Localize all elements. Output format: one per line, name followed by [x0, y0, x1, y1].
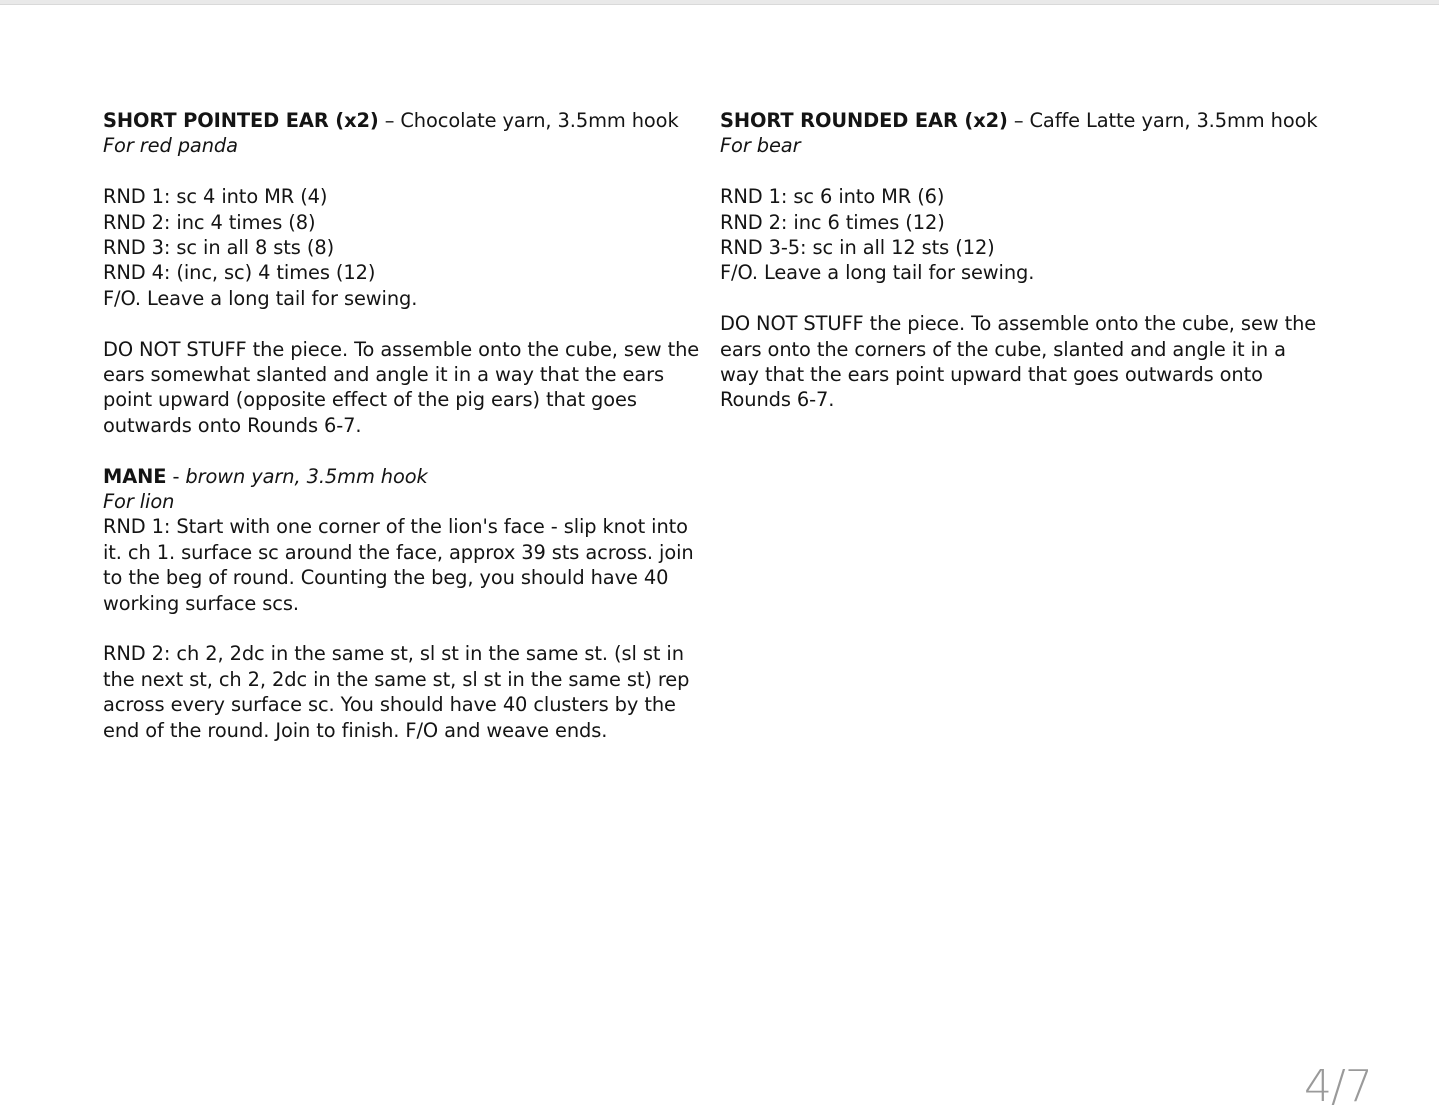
assembly-line: DO NOT STUFF the piece. To assemble onto the cube, sew the [103, 337, 700, 361]
section-title-details: brown yarn, 3.5mm hook [185, 464, 428, 488]
section-subtitle: For red panda [103, 134, 238, 158]
instruction-line: RND 1: Start with one corner of the lion's face - slip knot into [103, 515, 688, 539]
round-line: RND 3-5: sc in all 12 sts (12) [720, 236, 995, 260]
assembly-line: DO NOT STUFF the piece. To assemble onto the cube, sew the [720, 312, 1317, 336]
section-heading [103, 464, 715, 489]
section-title: SHORT ROUNDED EAR (x2) [720, 109, 1008, 132]
assembly-line: way that the ears point upward that goes outwards onto [720, 363, 1263, 387]
round-line: RND 1: sc 4 into MR (4) [103, 185, 328, 209]
left-column [103, 108, 715, 743]
assembly-line: ears onto the corners of the cube, slanted and angle it in a [720, 337, 1286, 361]
short-pointed-ear-section [103, 108, 715, 438]
section-title: SHORT POINTED EAR (x2) [103, 109, 379, 132]
section-subtitle: For lion [103, 490, 175, 514]
section-title-separator: - [166, 464, 186, 488]
spacer [103, 159, 715, 184]
section-title-details: – Chocolate yarn, 3.5mm hook [378, 109, 679, 132]
short-rounded-ear-section [720, 108, 1340, 413]
round-line: F/O. Leave a long tail for sewing. [720, 261, 1035, 285]
assembly-line: point upward (opposite effect of the pig ears) that goes [103, 388, 637, 412]
section-heading [103, 108, 715, 133]
section-title: MANE [103, 464, 167, 488]
spacer [103, 438, 715, 463]
assembly-line: ears somewhat slanted and angle it in a way that the ears [103, 363, 665, 387]
section-heading [720, 108, 1340, 133]
round-line: RND 1: sc 6 into MR (6) [720, 185, 945, 209]
round-line: F/O. Leave a long tail for sewing. [103, 286, 418, 310]
page-top-border [0, 0, 1439, 5]
spacer [103, 311, 715, 336]
page-number: 4/7 [1304, 1061, 1372, 1112]
mane-section [103, 464, 715, 743]
section-title-details: – Caffe Latte yarn, 3.5mm hook [1007, 109, 1318, 132]
instruction-line: to the beg of round. Counting the beg, you should have 40 [103, 566, 669, 590]
section-subtitle: For bear [720, 134, 801, 158]
assembly-line: outwards onto Rounds 6-7. [103, 413, 362, 437]
assembly-line: Rounds 6-7. [720, 388, 835, 412]
spacer [103, 616, 715, 641]
right-column [720, 108, 1340, 413]
round-line: RND 3: sc in all 8 sts (8) [103, 236, 335, 260]
instruction-line: it. ch 1. surface sc around the face, approx 39 sts across. join [103, 540, 694, 564]
spacer [720, 159, 1340, 184]
instruction-line: working surface scs. [103, 591, 299, 615]
round-line: RND 4: (inc, sc) 4 times (12) [103, 261, 376, 285]
instruction-line: the next st, ch 2, 2dc in the same st, sl st in the same st) rep [103, 667, 690, 691]
spacer [720, 286, 1340, 311]
instruction-line: across every surface sc. You should have 40 clusters by the [103, 693, 676, 717]
instruction-line: end of the round. Join to finish. F/O and weave ends. [103, 718, 608, 742]
instruction-line: RND 2: ch 2, 2dc in the same st, sl st in the same st. (sl st in [103, 642, 684, 666]
round-line: RND 2: inc 6 times (12) [720, 210, 945, 234]
round-line: RND 2: inc 4 times (8) [103, 210, 316, 234]
